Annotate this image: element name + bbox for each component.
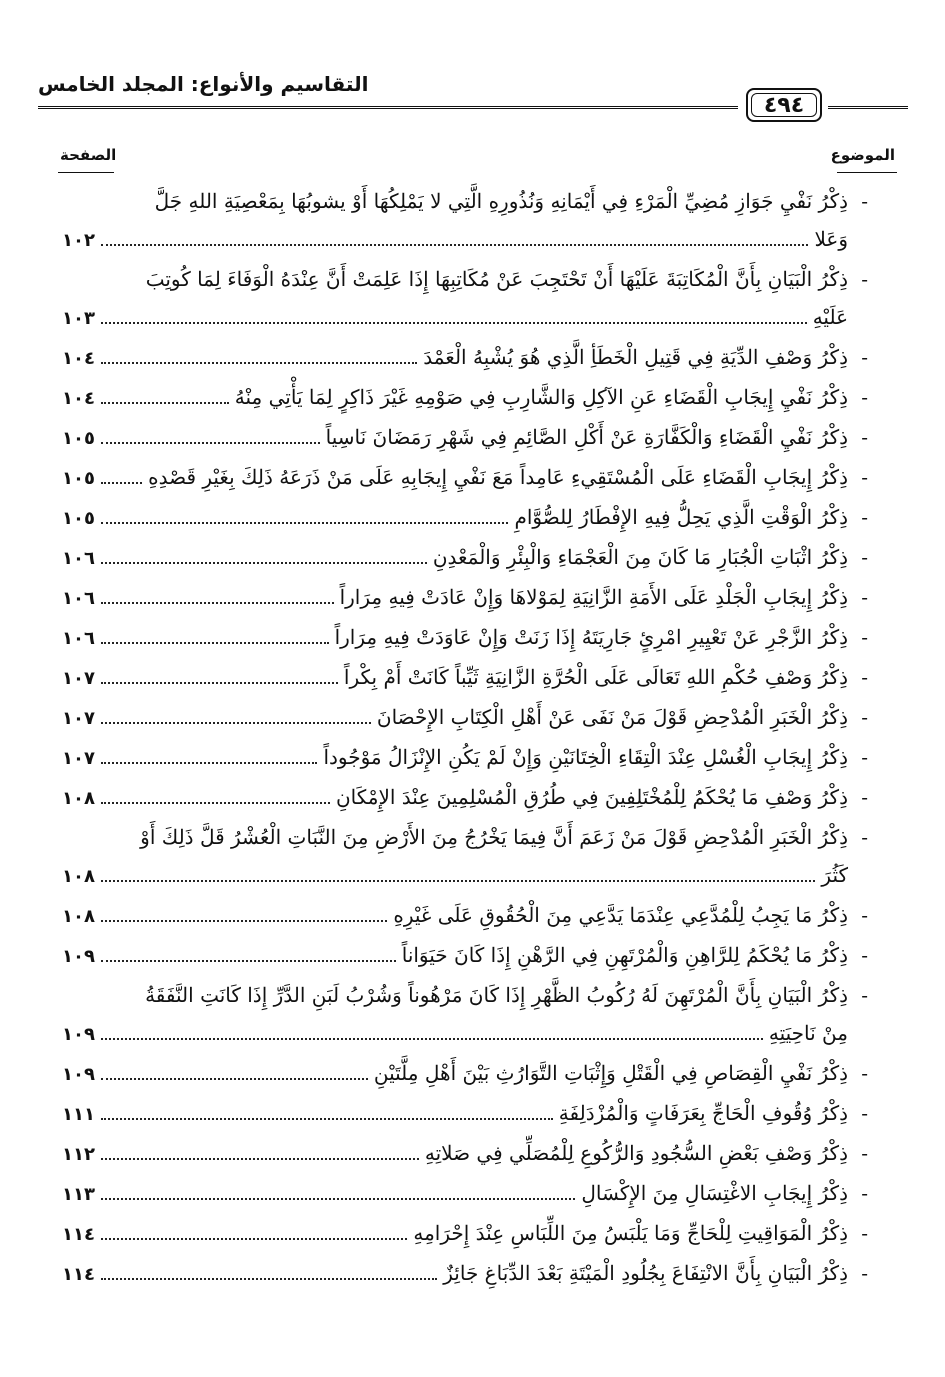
toc-entry	[62, 260, 868, 338]
toc-entry-page: ١٠٨	[62, 866, 95, 887]
table-of-contents	[62, 182, 868, 1294]
toc-entry	[62, 1054, 868, 1094]
dot-leader	[101, 602, 334, 604]
toc-entry-text: - ذِكْرُ مَا يُحْكَمُ لِلرَّاهِنِ وَالْمُرْتَهِنِ فِي الرَّهْنِ إِذَا كَانَ حَيَوَاناً	[401, 943, 848, 967]
dot-leader	[101, 1238, 407, 1240]
toc-entry-text: - ذِكْرُ الْخَبَرِ الْمُدْحِضِ قَوْلَ مَنْ نَفَى عَنْ أَهْلِ الْكِتَابِ الإِحْصَانَ	[376, 705, 848, 729]
toc-entry-text: - ذِكْرُ نَفْيِ الْقِصَاصِ فِي الْقَتْلِ وَإِثْبَاتِ التَّوَارُثِ بَيْنَ أَهْلِ مِلَّتَيْنِ	[373, 1061, 848, 1085]
toc-entry-text: - ذِكْرُ وَصْفِ الدِّيَةِ فِي قَتِيلِ الْخَطَأِ الَّذِي هُوَ يُشْبِهُ الْعَمْدَ	[423, 345, 848, 369]
toc-entry-text: - ذِكْرُ إِيجَابِ الاغْتِسَالِ مِنَ الإِكْسَالِ	[581, 1181, 848, 1205]
toc-entry-text: - ذِكْرُ مَا يَجِبُ لِلْمُدَّعِي عِنْدَمَا يَدَّعِي مِنَ الْحُقُوقِ عَلَى غَيْرِهِ	[393, 903, 848, 927]
dot-leader	[101, 682, 338, 684]
toc-entry-page: ١٠٦	[62, 628, 95, 649]
toc-entry-text: - ذِكْرُ اثْبَاتِ الْجُبَارِ مَا كَانَ مِنَ الْعَجْمَاءِ وَالْبِئْرِ وَالْمَعْدِنِ	[432, 545, 848, 569]
page-header	[38, 72, 908, 132]
toc-entry-text-line1: - ذِكْرُ الْبَيَانِ بِأَنَّ الْمُرْتَهِنَ لَهُ رُكُوبُ الظَّهْرِ إِذَا كَانَ مَرْهُوناً وَشُرْبُ لَبَنِ الدَّرِّ إِذَا كَانَتِ النَّفَقَةُ	[145, 983, 848, 1007]
dot-leader	[101, 322, 807, 324]
toc-entry-page: ١١٤	[62, 1264, 95, 1285]
column-heading-page-underline	[58, 172, 114, 173]
toc-entry-page: ١٠٦	[62, 588, 95, 609]
dot-leader	[101, 880, 815, 882]
toc-entry-text: - ذِكْرُ نَفْيِ إِيجَابِ الْقَضَاءِ عَنِ الآكِلِ وَالشَّارِبِ فِي صَوْمِهِ غَيْرَ ذَاكِرٍ لِمَا يَأْتِي مِنْهُ	[234, 385, 848, 409]
toc-entry	[62, 338, 868, 378]
toc-entry-page: ١١٣	[62, 1184, 95, 1205]
toc-entry	[62, 818, 868, 896]
toc-entry-text-line1: - ذِكْرُ نَفْيِ جَوَازِ مُضِيِّ الْمَرْءِ فِي أَيْمَانِهِ وَنُذُورِهِ الَّتِي لا يَمْلِكُهَا أَوْ يشوبُهَا بِمَعْصِيَةِ اللهِ جَلَّ	[154, 189, 848, 213]
page-number: ٤٩٤	[746, 88, 822, 122]
toc-entry-text: - ذِكْرُ إِيجَابِ الْقَضَاءِ عَلَى الْمُسْتَقِيءِ عَامِداً مَعَ نَفْيِ إِيجَابِهِ عَلَى مَنْ ذَرَعَهُ ذَلِكَ بِغَيْرِ قَصْدِهِ	[148, 465, 848, 489]
dot-leader	[101, 1158, 419, 1160]
toc-entry-page: ١٠٥	[62, 508, 95, 529]
dot-leader	[101, 762, 317, 764]
toc-entry-text-line1: - ذِكْرُ الْبَيَانِ بِأَنَّ الْمُكَاتِبَةَ عَلَيْهَا أَنْ تَحْتَجِبَ عَنْ مُكَاتِبِهَا إِذَا عَلِمَتْ أَنَّ عِنْدَهُ الْوَفَاءَ لِمَا كُوتِبَ	[145, 267, 848, 291]
toc-entry	[62, 578, 868, 618]
toc-entry-text: - ذِكْرُ نَفْيِ الْقَضَاءِ وَالْكَفَّارَةِ عَنْ أَكْلِ الصَّائِمِ فِي شَهْرِ رَمَضَانَ نَاسِياً	[325, 425, 848, 449]
toc-entry-page: ١٠٧	[62, 708, 95, 729]
toc-entry-text: - ذِكْرُ الْوَقْتِ الَّذِي يَحِلُّ فِيهِ الإِفْطَارُ لِلصُّوَّامِ	[514, 505, 848, 529]
column-heading-page: الصفحة	[60, 146, 117, 164]
toc-entry-page: ١٠٩	[62, 1064, 95, 1085]
toc-entry-page: ١٠٦	[62, 548, 95, 569]
toc-entry	[62, 538, 868, 578]
toc-entry-text: كَثُرَ	[821, 863, 848, 887]
toc-entry	[62, 976, 868, 1054]
toc-entry-page: ١٠٩	[62, 1024, 95, 1045]
dot-leader	[101, 1278, 437, 1280]
toc-entry	[62, 896, 868, 936]
toc-entry-text: - ذِكْرُ إِيجَابِ الْجَلْدِ عَلَى الأَمَةِ الزَّانِيَةِ لِمَوْلاهَا وَإِنْ عَادَتْ فِيهِ مِرَاراً	[339, 585, 848, 609]
running-title: التقاسيم والأنواع: المجلد الخامس	[38, 72, 369, 96]
toc-entry	[62, 378, 868, 418]
toc-entry	[62, 698, 868, 738]
toc-entry	[62, 458, 868, 498]
toc-entry-page: ١٠٧	[62, 748, 95, 769]
toc-entry-text: - ذِكْرُ وَصْفِ مَا يُحْكَمُ لِلْمُخْتَلِفِينَ فِي طُرُقِ الْمُسْلِمِينَ عِنْدَ الإِمْكَانِ	[335, 785, 848, 809]
toc-entry-page: ١٠٤	[62, 348, 95, 369]
toc-entry-page: ١١٤	[62, 1224, 95, 1245]
toc-entry-text: - ذِكْرُ الْمَوَاقِيتِ لِلْحَاجِّ وَمَا يَلْبَسُ مِنَ اللِّبَاسِ عِنْدَ إِحْرَامِهِ	[413, 1221, 848, 1245]
toc-entry	[62, 182, 868, 260]
toc-entry-page: ١٠٨	[62, 788, 95, 809]
toc-entry-page: ١٠٣	[62, 308, 95, 329]
dot-leader	[101, 362, 417, 364]
toc-entry-text: - ذِكْرُ الْبَيَانِ بِأَنَّ الانْتِفَاعَ بِجُلُودِ الْمَيْتَةِ بَعْدَ الدِّبَاغِ جَائِزٌ	[443, 1261, 848, 1285]
dot-leader	[101, 1038, 763, 1040]
dot-leader	[101, 482, 142, 484]
toc-entry-page: ١٠٧	[62, 668, 95, 689]
dot-leader	[101, 960, 396, 962]
toc-entry	[62, 1174, 868, 1214]
toc-entry-page: ١٠٤	[62, 388, 95, 409]
toc-entry	[62, 738, 868, 778]
toc-entry-page: ١٠٩	[62, 946, 95, 967]
toc-entry	[62, 778, 868, 818]
toc-entry	[62, 418, 868, 458]
dot-leader	[101, 722, 371, 724]
toc-entry-text: - ذِكْرُ وَصْفِ بَعْضِ السُّجُودِ وَالرُّكُوعِ لِلْمُصَلِّي فِي صَلاتِهِ	[424, 1141, 848, 1165]
toc-entry	[62, 1094, 868, 1134]
dot-leader	[101, 562, 427, 564]
toc-entry	[62, 658, 868, 698]
toc-entry	[62, 1214, 868, 1254]
toc-entry-page: ١٠٢	[62, 230, 95, 251]
toc-entry-page: ١١١	[62, 1104, 95, 1125]
dot-leader	[101, 402, 229, 404]
toc-entry	[62, 936, 868, 976]
toc-entry	[62, 618, 868, 658]
toc-entry-page: ١٠٨	[62, 906, 95, 927]
toc-entry	[62, 1134, 868, 1174]
dot-leader	[101, 1118, 553, 1120]
toc-entry-page: ١١٢	[62, 1144, 95, 1165]
toc-entry-text: وَعَلا	[814, 227, 848, 251]
dot-leader	[101, 920, 387, 922]
dot-leader	[101, 802, 330, 804]
toc-entry-text-line1: - ذِكْرُ الْخَبَرِ الْمُدْحِضِ قَوْلَ مَنْ زَعَمَ أَنَّ فِيمَا يَخْرُجُ مِنَ الأَرْضِ مِنَ النَّبَاتِ الْعُشْرُ قَلَّ ذَلِكَ أَوْ	[140, 825, 848, 849]
toc-entry-text: مِنْ نَاحِيَتِهِ	[768, 1021, 848, 1045]
dot-leader	[101, 1078, 368, 1080]
header-rule-left	[38, 106, 738, 109]
dot-leader	[101, 522, 508, 524]
toc-entry-text: - ذِكْرُ إِيجَابِ الْغُسْلِ عِنْدَ الْتِقَاءِ الْخِتَانَيْنِ وَإِنْ لَمْ يَكُنِ الإِنْزَالُ مَوْجُوداً	[323, 745, 848, 769]
toc-entry-text: - ذِكْرُ وُقُوفِ الْحَاجِّ بِعَرَفَاتٍ وَالْمُزْدَلِفَةِ	[558, 1101, 848, 1125]
toc-entry-page: ١٠٥	[62, 468, 95, 489]
header-rule-right	[828, 106, 908, 109]
dot-leader	[101, 642, 329, 644]
dot-leader	[101, 1198, 575, 1200]
dot-leader	[101, 244, 809, 246]
toc-entry	[62, 498, 868, 538]
toc-entry-text: - ذِكْرُ وَصْفِ حُكْمِ اللهِ تَعَالَى عَلَى الْحُرَّةِ الزَّانِيَةِ ثَيِّباً كَانَتْ أَمْ بِكْراً	[343, 665, 848, 689]
toc-entry	[62, 1254, 868, 1294]
column-heading-topic-underline	[837, 172, 897, 173]
toc-entry-text: عَلَيْهِ	[812, 305, 848, 329]
toc-entry-page: ١٠٥	[62, 428, 95, 449]
column-heading-topic: الموضوع	[830, 146, 895, 164]
dot-leader	[101, 442, 320, 444]
toc-entry-text: - ذِكْرُ الزَّجْرِ عَنْ تَعْيِيرِ امْرِئٍ جَارِيَتَهُ إِذَا زَنَتْ وَإِنْ عَاوَدَتْ فِيهِ مِرَاراً	[334, 625, 848, 649]
